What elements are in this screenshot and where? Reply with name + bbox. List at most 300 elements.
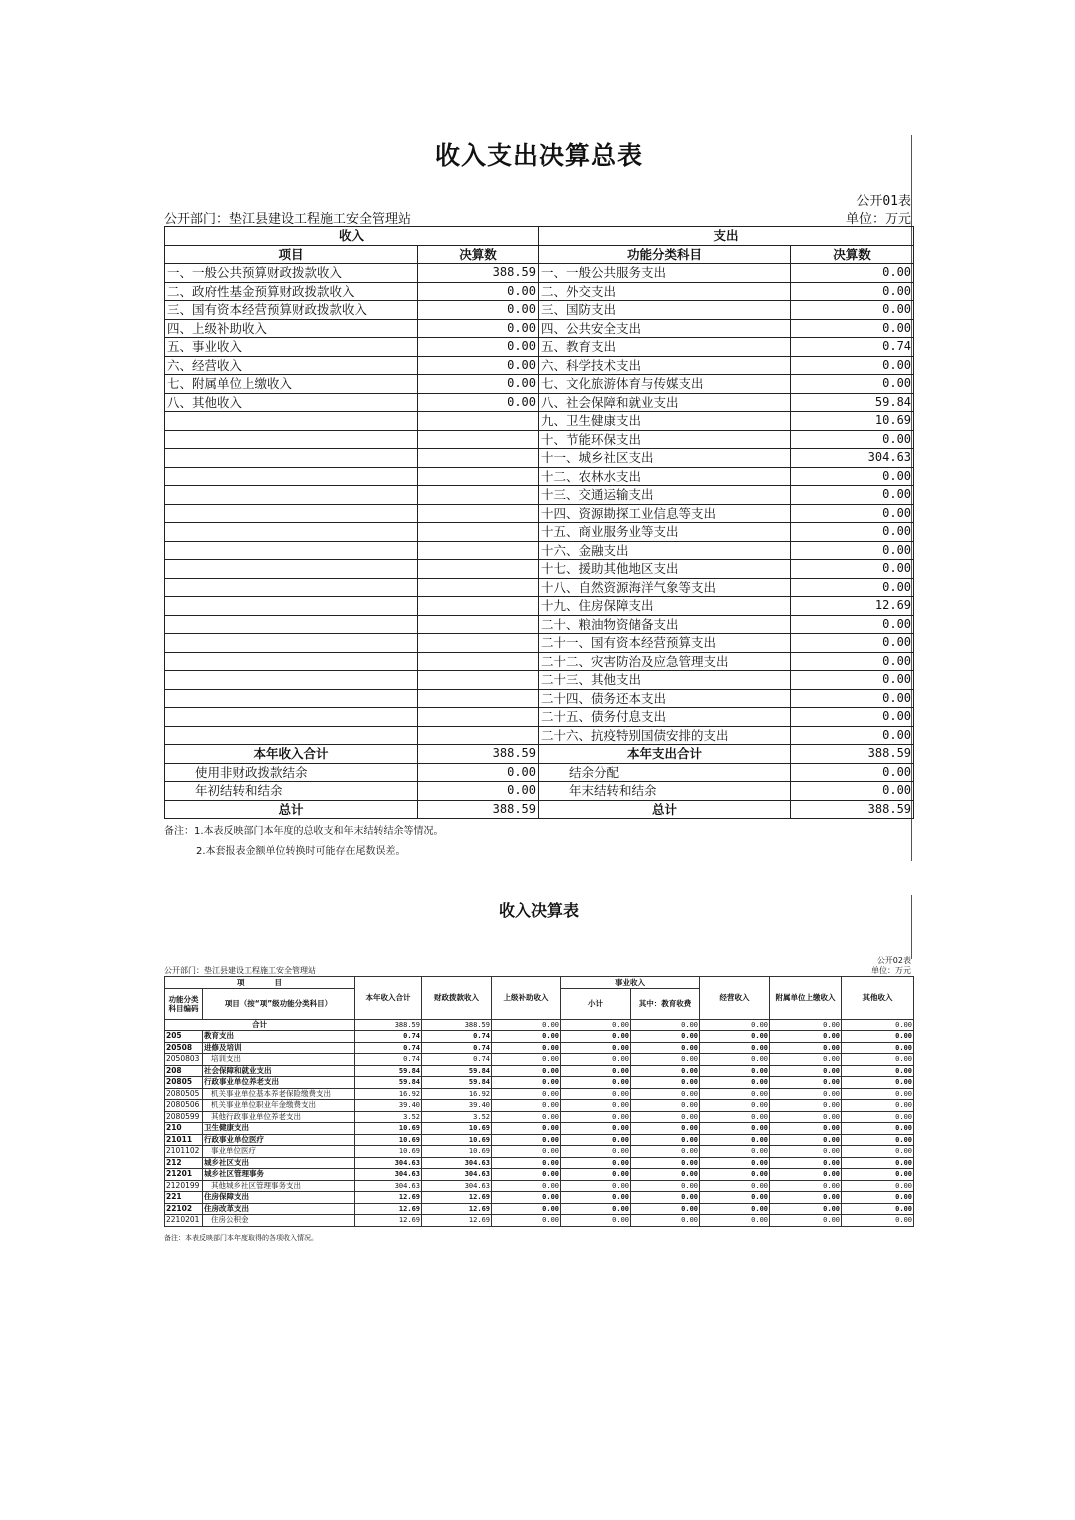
t2-value: 0.00 — [492, 1123, 561, 1135]
t2-value: 0.00 — [770, 1180, 842, 1192]
table-row — [165, 1123, 914, 1135]
unit-label-2: 单位：万元 — [871, 966, 911, 975]
income-item: 五、事业收入 — [165, 338, 418, 357]
t2-value: 0.00 — [700, 1157, 770, 1169]
t2-superior-header: 上级补助收入 — [492, 977, 561, 1020]
expense-amount: 0.74 — [791, 338, 914, 357]
income-amount — [418, 449, 539, 468]
t2-value: 0.00 — [842, 1203, 914, 1215]
t2-value: 0.00 — [492, 1169, 561, 1181]
expense-item: 六、科学技术支出 — [539, 356, 791, 375]
expense-item: 四、公共安全支出 — [539, 319, 791, 338]
t2-code: 20805 — [165, 1077, 203, 1089]
t2-value: 0.00 — [842, 1054, 914, 1066]
t2-value: 304.63 — [422, 1180, 492, 1192]
table-row — [165, 449, 914, 468]
income-item — [165, 634, 418, 653]
t2-name: 社会保障和就业支出 — [203, 1065, 355, 1077]
t2-value: 0.00 — [561, 1203, 631, 1215]
expense-amount: 10.69 — [791, 412, 914, 431]
expense-amount: 0.00 — [791, 578, 914, 597]
expense-amount: 0.00 — [791, 652, 914, 671]
t2-value: 0.00 — [770, 1134, 842, 1146]
income-amount — [418, 430, 539, 449]
t2-value: 0.00 — [842, 1157, 914, 1169]
income-amount: 0.00 — [418, 393, 539, 412]
income-item — [165, 671, 418, 690]
table-row — [165, 1180, 914, 1192]
income-item — [165, 726, 418, 745]
income-item — [165, 430, 418, 449]
t2-header-row-1 — [165, 977, 914, 989]
t2-name: 其他城乡社区管理事务支出 — [203, 1180, 355, 1192]
t2-value: 0.00 — [631, 1065, 700, 1077]
t2-value: 0.00 — [770, 1157, 842, 1169]
table-row — [165, 467, 914, 486]
expense-item: 二十四、债务还本支出 — [539, 689, 791, 708]
t2-value: 10.69 — [355, 1134, 422, 1146]
table-row — [165, 319, 914, 338]
t2-total-value: 0.00 — [770, 1019, 842, 1031]
t2-value: 39.40 — [422, 1100, 492, 1112]
t2-name: 机关事业单位职业年金缴费支出 — [203, 1100, 355, 1112]
t2-value: 0.74 — [422, 1042, 492, 1054]
t2-name-header: 项目（按“项”级功能分类科目） — [203, 988, 355, 1019]
expense-amount: 0.00 — [791, 467, 914, 486]
table-row — [165, 301, 914, 320]
t2-value: 0.00 — [492, 1111, 561, 1123]
income-amount — [418, 634, 539, 653]
income-amount — [418, 689, 539, 708]
balance-income-amount: 0.00 — [418, 763, 539, 782]
income-amount — [418, 523, 539, 542]
t2-value: 59.84 — [422, 1065, 492, 1077]
income-item — [165, 504, 418, 523]
t2-value: 0.00 — [631, 1157, 700, 1169]
t2-value: 0.00 — [700, 1146, 770, 1158]
t2-value: 0.00 — [561, 1065, 631, 1077]
expense-amount: 0.00 — [791, 430, 914, 449]
income-amount — [418, 560, 539, 579]
form-number: 公开01表 — [856, 194, 911, 209]
t2-value: 0.00 — [492, 1088, 561, 1100]
t2-value: 0.00 — [700, 1180, 770, 1192]
t2-code: 2101102 — [165, 1146, 203, 1158]
t2-total-value: 0.00 — [492, 1019, 561, 1031]
t2-name: 教育支出 — [203, 1031, 355, 1043]
balance-expense-amount: 0.00 — [791, 763, 914, 782]
t2-value: 0.00 — [561, 1169, 631, 1181]
table-row — [165, 652, 914, 671]
t2-value: 0.00 — [561, 1054, 631, 1066]
unit-label: 单位：万元 — [845, 212, 911, 227]
expense-amount: 0.00 — [791, 671, 914, 690]
t2-code: 2120199 — [165, 1180, 203, 1192]
t2-value: 0.00 — [842, 1077, 914, 1089]
t2-value: 0.00 — [700, 1215, 770, 1227]
expense-item: 十九、住房保障支出 — [539, 597, 791, 616]
income-item: 四、上级补助收入 — [165, 319, 418, 338]
expense-amount: 0.00 — [791, 689, 914, 708]
expense-item: 二十五、债务付息支出 — [539, 708, 791, 727]
table-row — [165, 504, 914, 523]
col-item-header: 项目 — [165, 245, 418, 264]
t2-value: 0.00 — [631, 1031, 700, 1043]
table-row — [165, 393, 914, 412]
t2-value: 0.00 — [700, 1088, 770, 1100]
t2-value: 0.00 — [492, 1157, 561, 1169]
t2-value: 0.00 — [700, 1192, 770, 1204]
t2-code: 205 — [165, 1031, 203, 1043]
expense-item: 九、卫生健康支出 — [539, 412, 791, 431]
balance-expense-amount: 0.00 — [791, 782, 914, 801]
table-row — [165, 578, 914, 597]
table-row — [165, 1031, 914, 1043]
expense-amount: 0.00 — [791, 634, 914, 653]
income-item — [165, 467, 418, 486]
expense-item: 五、教育支出 — [539, 338, 791, 357]
t2-value: 0.00 — [700, 1111, 770, 1123]
t2-code: 2050803 — [165, 1054, 203, 1066]
expense-item: 十三、交通运输支出 — [539, 486, 791, 505]
expense-amount: 0.00 — [791, 282, 914, 301]
income-item: 一、一般公共预算财政拨款收入 — [165, 264, 418, 283]
income-amount — [418, 412, 539, 431]
table-subheader-row — [165, 245, 914, 264]
expense-item: 十八、自然资源海洋气象等支出 — [539, 578, 791, 597]
t2-value: 0.00 — [492, 1054, 561, 1066]
expense-item: 二十一、国有资本经营预算支出 — [539, 634, 791, 653]
income-item — [165, 578, 418, 597]
table-row — [165, 1077, 914, 1089]
t2-value: 0.00 — [700, 1065, 770, 1077]
income-item — [165, 689, 418, 708]
balance-row — [165, 782, 914, 801]
income-amount: 0.00 — [418, 301, 539, 320]
t2-value: 0.00 — [770, 1215, 842, 1227]
income-amount — [418, 467, 539, 486]
t2-value: 0.00 — [842, 1065, 914, 1077]
t2-code: 21201 — [165, 1169, 203, 1181]
t2-value: 0.00 — [770, 1065, 842, 1077]
t2-item-header: 项 目 — [165, 977, 355, 989]
t2-value: 0.00 — [700, 1042, 770, 1054]
t2-value: 0.00 — [842, 1111, 914, 1123]
t2-value: 0.00 — [631, 1054, 700, 1066]
income-amount: 0.00 — [418, 356, 539, 375]
t2-name: 进修及培训 — [203, 1042, 355, 1054]
income-amount — [418, 541, 539, 560]
t2-code: 2080506 — [165, 1100, 203, 1112]
t2-code: 20508 — [165, 1042, 203, 1054]
t2-value: 0.00 — [492, 1192, 561, 1204]
t2-value: 0.00 — [492, 1077, 561, 1089]
t2-code: 2080505 — [165, 1088, 203, 1100]
t2-code: 22102 — [165, 1203, 203, 1215]
form-number-2: 公开02表 — [876, 956, 911, 965]
table-row — [165, 597, 914, 616]
table-row — [165, 375, 914, 394]
expense-item: 二、外交支出 — [539, 282, 791, 301]
t2-total-value: 0.00 — [561, 1019, 631, 1031]
expense-amount: 59.84 — [791, 393, 914, 412]
table-row — [165, 338, 914, 357]
income-item — [165, 523, 418, 542]
t2-fiscal-header: 财政拨款收入 — [422, 977, 492, 1020]
expense-amount: 0.00 — [791, 375, 914, 394]
t2-value: 12.69 — [355, 1215, 422, 1227]
t2-value: 12.69 — [422, 1215, 492, 1227]
table-row — [165, 634, 914, 653]
t2-value: 0.00 — [492, 1065, 561, 1077]
income-amount: 388.59 — [418, 264, 539, 283]
t2-value: 0.74 — [355, 1042, 422, 1054]
t2-other-header: 其他收入 — [842, 977, 914, 1020]
expense-item: 一、一般公共服务支出 — [539, 264, 791, 283]
expense-amount: 0.00 — [791, 726, 914, 745]
balance-income-item: 年初结转和结余 — [165, 782, 418, 801]
t2-value: 39.40 — [355, 1100, 422, 1112]
t2-value: 0.00 — [842, 1134, 914, 1146]
t2-value: 0.00 — [631, 1169, 700, 1181]
t2-value: 0.00 — [631, 1146, 700, 1158]
t2-business-header: 事业收入 — [561, 977, 700, 989]
income-item — [165, 412, 418, 431]
expense-amount: 0.00 — [791, 708, 914, 727]
expense-header: 支出 — [539, 227, 914, 246]
t2-value: 0.00 — [492, 1203, 561, 1215]
t2-value: 304.63 — [422, 1169, 492, 1181]
grand-total-row — [165, 800, 914, 819]
table-row — [165, 282, 914, 301]
t2-name: 住房改革支出 — [203, 1203, 355, 1215]
t2-value: 0.00 — [631, 1077, 700, 1089]
expense-item: 七、文化旅游体育与传媒支出 — [539, 375, 791, 394]
expense-item: 十六、金融支出 — [539, 541, 791, 560]
expense-item: 十二、农林水支出 — [539, 467, 791, 486]
t2-total-row — [165, 1019, 914, 1031]
income-item — [165, 541, 418, 560]
t2-value: 0.00 — [561, 1146, 631, 1158]
footnote-1: 备注：1.本表反映部门本年度的总收支和年末结转结余等情况。 — [164, 826, 444, 837]
expense-amount: 0.00 — [791, 301, 914, 320]
t2-value: 0.74 — [422, 1054, 492, 1066]
table-row — [165, 356, 914, 375]
t2-value: 304.63 — [422, 1157, 492, 1169]
income-item — [165, 560, 418, 579]
expense-item: 二十六、抗疫特别国债安排的支出 — [539, 726, 791, 745]
t2-value: 0.00 — [631, 1180, 700, 1192]
t2-value: 0.00 — [561, 1134, 631, 1146]
income-item: 七、附属单位上缴收入 — [165, 375, 418, 394]
t2-value: 0.00 — [631, 1123, 700, 1135]
table-row — [165, 1065, 914, 1077]
t2-value: 0.00 — [492, 1100, 561, 1112]
table-row — [165, 560, 914, 579]
t2-value: 10.69 — [422, 1146, 492, 1158]
table-row — [165, 1100, 914, 1112]
expense-item: 八、社会保障和就业支出 — [539, 393, 791, 412]
department-label-2: 公开部门：垫江县建设工程施工安全管理站 — [164, 966, 316, 975]
t2-code: 210 — [165, 1123, 203, 1135]
t2-value: 0.00 — [561, 1192, 631, 1204]
expense-item: 二十、粮油物资储备支出 — [539, 615, 791, 634]
t2-value: 16.92 — [355, 1088, 422, 1100]
t2-value: 0.00 — [770, 1042, 842, 1054]
t2-subtotal-header: 小计 — [561, 988, 631, 1019]
balance-income-item: 使用非财政拨款结余 — [165, 763, 418, 782]
t2-name: 机关事业单位基本养老保险缴费支出 — [203, 1088, 355, 1100]
t2-name: 事业单位医疗 — [203, 1146, 355, 1158]
t2-value: 3.52 — [355, 1111, 422, 1123]
grand-income-value: 388.59 — [418, 800, 539, 819]
t2-value: 0.00 — [842, 1031, 914, 1043]
t2-value: 0.00 — [700, 1077, 770, 1089]
t2-total-header: 本年收入合计 — [355, 977, 422, 1020]
t2-name: 其他行政事业单位养老支出 — [203, 1111, 355, 1123]
t2-value: 0.00 — [631, 1192, 700, 1204]
table-row — [165, 1157, 914, 1169]
table-row — [165, 615, 914, 634]
t2-value: 0.00 — [561, 1042, 631, 1054]
table-row — [165, 1054, 914, 1066]
t2-affiliate-header: 附属单位上缴收入 — [770, 977, 842, 1020]
income-amount — [418, 615, 539, 634]
expense-item: 三、国防支出 — [539, 301, 791, 320]
income-item — [165, 597, 418, 616]
expense-amount: 0.00 — [791, 615, 914, 634]
t2-value: 0.00 — [700, 1054, 770, 1066]
income-item — [165, 449, 418, 468]
income-amount — [418, 652, 539, 671]
table-row — [165, 689, 914, 708]
t2-code: 2080599 — [165, 1111, 203, 1123]
t2-value: 0.74 — [355, 1031, 422, 1043]
t2-value: 0.00 — [842, 1088, 914, 1100]
table-row — [165, 671, 914, 690]
income-amount: 0.00 — [418, 338, 539, 357]
t2-value: 0.00 — [770, 1100, 842, 1112]
income-amount — [418, 671, 539, 690]
grand-income-label: 总计 — [165, 800, 418, 819]
t2-value: 16.92 — [422, 1088, 492, 1100]
income-detail-table — [164, 976, 914, 1227]
t2-value: 0.00 — [842, 1192, 914, 1204]
table-row — [165, 541, 914, 560]
expense-amount: 12.69 — [791, 597, 914, 616]
t2-code: 2210201 — [165, 1215, 203, 1227]
table-row — [165, 412, 914, 431]
t2-code: 208 — [165, 1065, 203, 1077]
table-row — [165, 1215, 914, 1227]
expense-amount: 0.00 — [791, 319, 914, 338]
t2-value: 304.63 — [355, 1169, 422, 1181]
total-income-label: 本年收入合计 — [165, 745, 418, 764]
t2-edu-header: 其中：教育收费 — [631, 988, 700, 1019]
table-row — [165, 1088, 914, 1100]
t2-value: 12.69 — [422, 1203, 492, 1215]
t2-value: 0.00 — [770, 1111, 842, 1123]
t2-value: 12.69 — [355, 1192, 422, 1204]
footnote-3: 备注：本表反映部门本年度取得的各项收入情况。 — [164, 1234, 318, 1242]
t2-value: 0.00 — [770, 1146, 842, 1158]
t2-value: 0.00 — [631, 1088, 700, 1100]
t2-value: 0.00 — [492, 1215, 561, 1227]
t2-name: 培训支出 — [203, 1054, 355, 1066]
t2-value: 3.52 — [422, 1111, 492, 1123]
total-expense-label: 本年支出合计 — [539, 745, 791, 764]
expense-amount: 304.63 — [791, 449, 914, 468]
income-amount — [418, 726, 539, 745]
expense-amount: 0.00 — [791, 560, 914, 579]
t2-code: 212 — [165, 1157, 203, 1169]
t2-value: 10.69 — [422, 1134, 492, 1146]
income-item: 八、其他收入 — [165, 393, 418, 412]
col-amount-header: 决算数 — [418, 245, 539, 264]
table-row — [165, 1203, 914, 1215]
t2-total-value: 0.00 — [700, 1019, 770, 1031]
t2-value: 0.00 — [770, 1031, 842, 1043]
expense-item: 十七、援助其他地区支出 — [539, 560, 791, 579]
t2-value: 0.00 — [561, 1180, 631, 1192]
t2-value: 0.00 — [770, 1123, 842, 1135]
t2-name: 城乡社区管理事务 — [203, 1169, 355, 1181]
table-row — [165, 1111, 914, 1123]
expense-item: 十、节能环保支出 — [539, 430, 791, 449]
t2-value: 0.00 — [561, 1100, 631, 1112]
t2-value: 12.69 — [422, 1192, 492, 1204]
balance-income-amount: 0.00 — [418, 782, 539, 801]
balance-expense-item: 结余分配 — [539, 763, 791, 782]
t2-value: 304.63 — [355, 1157, 422, 1169]
t2-value: 0.00 — [561, 1157, 631, 1169]
t2-value: 0.00 — [700, 1123, 770, 1135]
col-amount2-header: 决算数 — [791, 245, 914, 264]
t2-value: 0.00 — [561, 1077, 631, 1089]
t2-value: 0.00 — [492, 1180, 561, 1192]
expense-amount: 0.00 — [791, 356, 914, 375]
t2-value: 0.00 — [770, 1088, 842, 1100]
t2-value: 0.00 — [842, 1180, 914, 1192]
table-row — [165, 1134, 914, 1146]
page-title: 收入支出决算总表 — [434, 141, 643, 170]
t2-name: 行政事业单位养老支出 — [203, 1077, 355, 1089]
t2-value: 10.69 — [355, 1123, 422, 1135]
t2-value: 0.00 — [631, 1203, 700, 1215]
income-expense-summary-table — [164, 226, 914, 819]
t2-name: 城乡社区支出 — [203, 1157, 355, 1169]
table-row — [165, 726, 914, 745]
t2-value: 0.00 — [842, 1042, 914, 1054]
income-amount: 0.00 — [418, 319, 539, 338]
t2-value: 0.00 — [770, 1203, 842, 1215]
t2-value: 0.00 — [492, 1031, 561, 1043]
t2-value: 0.00 — [842, 1215, 914, 1227]
grand-expense-value: 388.59 — [791, 800, 914, 819]
expense-amount: 0.00 — [791, 523, 914, 542]
expense-item: 十四、资源勘探工业信息等支出 — [539, 504, 791, 523]
t2-value: 0.00 — [770, 1077, 842, 1089]
expense-item: 十五、商业服务业等支出 — [539, 523, 791, 542]
t2-value: 0.00 — [700, 1134, 770, 1146]
t2-value: 59.84 — [355, 1077, 422, 1089]
table-row — [165, 1042, 914, 1054]
t2-value: 0.00 — [631, 1111, 700, 1123]
table-header-row — [165, 227, 914, 246]
income-item: 三、国有资本经营预算财政拨款收入 — [165, 301, 418, 320]
expense-amount: 0.00 — [791, 504, 914, 523]
grand-expense-label: 总计 — [539, 800, 791, 819]
